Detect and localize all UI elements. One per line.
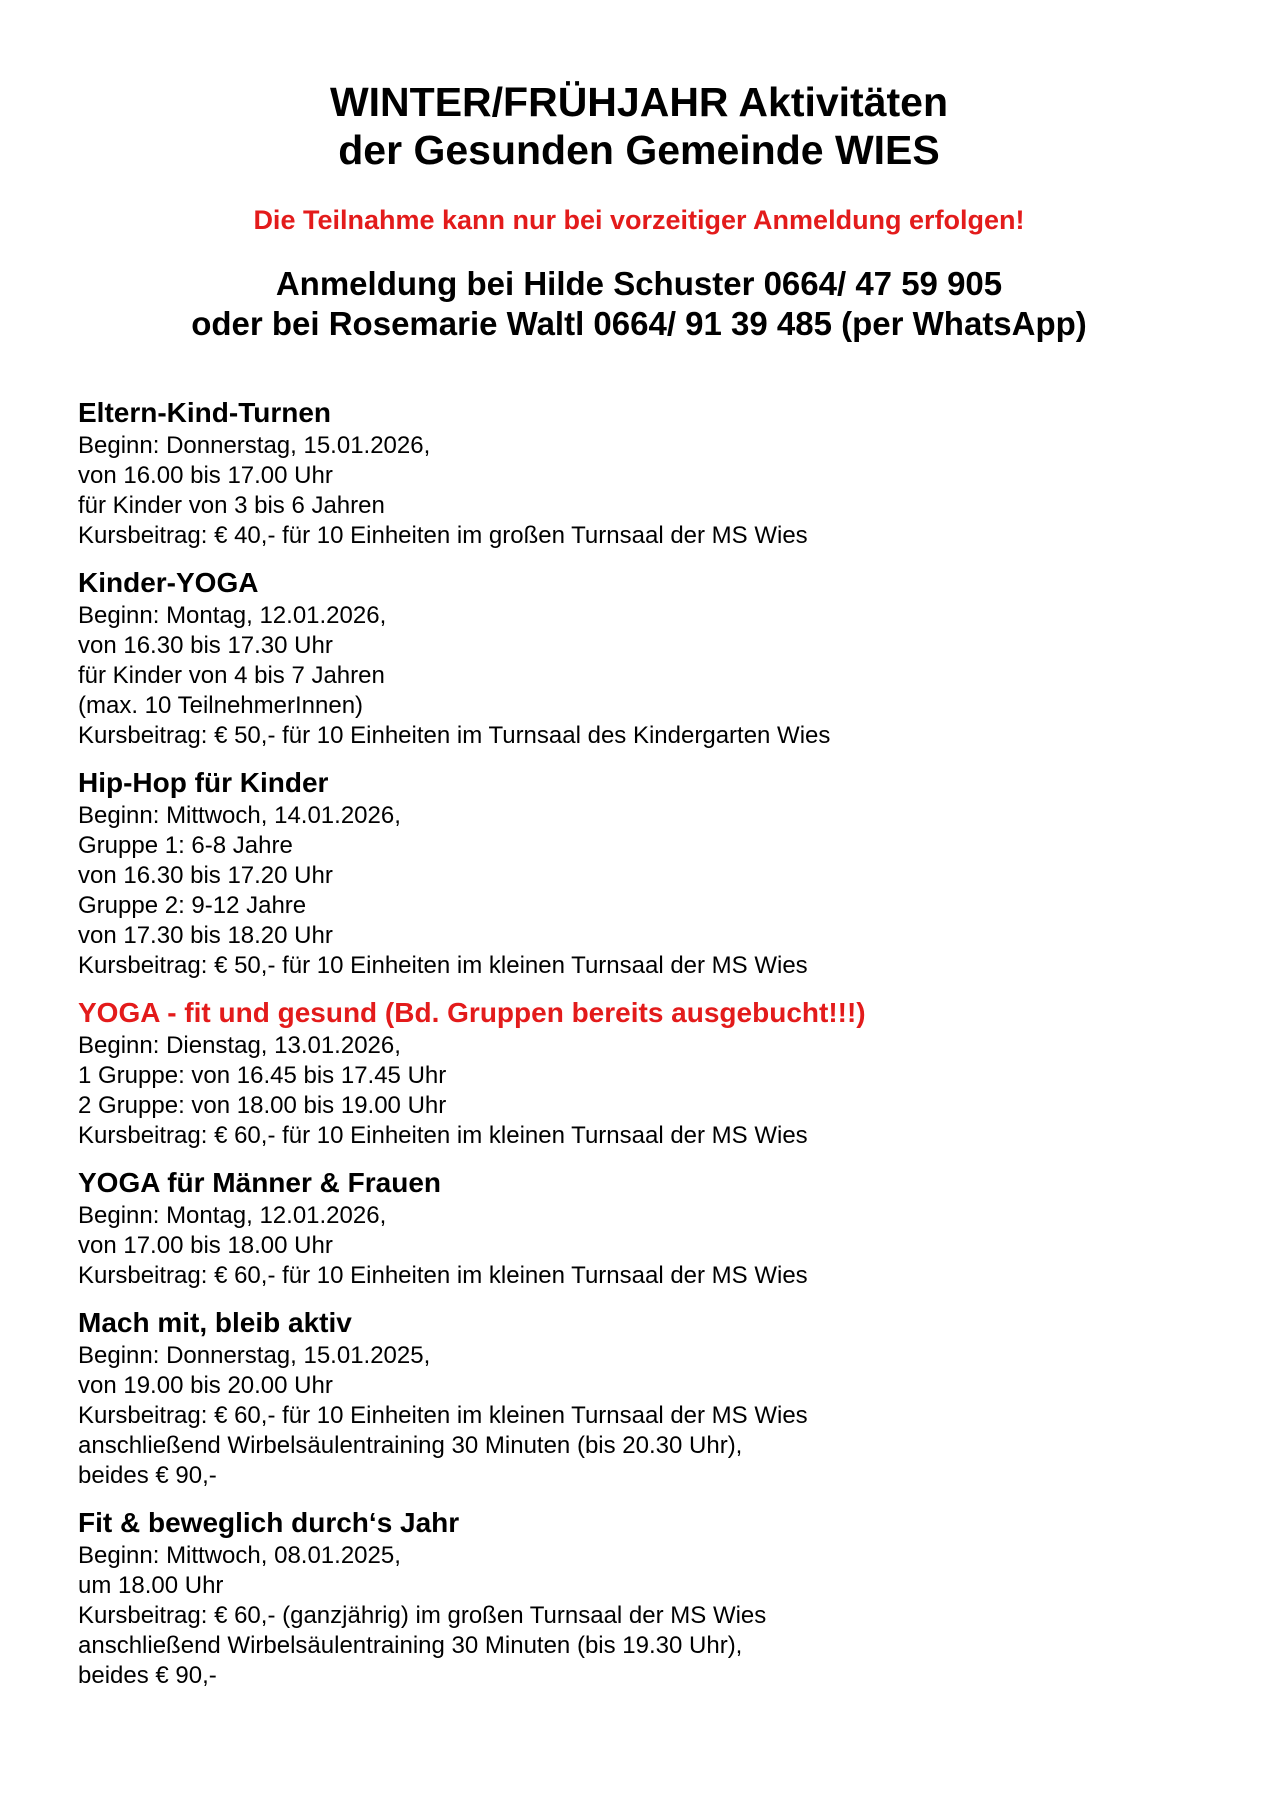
course-detail-line: Beginn: Mittwoch, 08.01.2025, bbox=[78, 1542, 401, 1569]
course-item bbox=[78, 396, 1218, 551]
course-detail-line: Gruppe 1: 6-8 Jahre bbox=[78, 832, 293, 859]
contact-line-2: oder bei Rosemarie Waltl 0664/ 91 39 485 (per WhatsApp) bbox=[191, 305, 1087, 342]
course-detail-line: um 18.00 Uhr bbox=[78, 1572, 224, 1599]
course-detail-line: von 17.00 bis 18.00 Uhr bbox=[78, 1232, 333, 1259]
course-detail-line: von 16.30 bis 17.20 Uhr bbox=[78, 862, 333, 889]
course-title: YOGA für Männer & Frauen bbox=[78, 1167, 442, 1198]
course-detail-line: Gruppe 2: 9-12 Jahre bbox=[78, 892, 307, 919]
course-detail-line: Kursbeitrag: € 40,- für 10 Einheiten im großen Turnsaal der MS Wies bbox=[78, 522, 808, 549]
course-detail-line: Kursbeitrag: € 60,- für 10 Einheiten im kleinen Turnsaal der MS Wies bbox=[78, 1402, 808, 1429]
course-detail-line: von 19.00 bis 20.00 Uhr bbox=[78, 1372, 333, 1399]
course-list bbox=[78, 396, 1218, 1706]
course-title: Mach mit, bleib aktiv bbox=[78, 1307, 352, 1338]
page-title-line-2: der Gesunden Gemeinde WIES bbox=[338, 127, 940, 173]
contact-block bbox=[0, 264, 1278, 344]
course-detail-line: Kursbeitrag: € 60,- für 10 Einheiten im kleinen Turnsaal der MS Wies bbox=[78, 1262, 808, 1289]
course-detail-line: beides € 90,- bbox=[78, 1662, 217, 1689]
course-item bbox=[78, 566, 1218, 751]
course-title: YOGA - fit und gesund (Bd. Gruppen bereits ausgebucht!!!) bbox=[78, 997, 866, 1028]
course-detail-line: Kursbeitrag: € 60,- für 10 Einheiten im kleinen Turnsaal der MS Wies bbox=[78, 1122, 808, 1149]
course-detail-line: Beginn: Mittwoch, 14.01.2026, bbox=[78, 802, 401, 829]
course-detail-line: 2 Gruppe: von 18.00 bis 19.00 Uhr bbox=[78, 1092, 447, 1119]
course-item bbox=[78, 996, 1218, 1151]
course-detail-line: 1 Gruppe: von 16.45 bis 17.45 Uhr bbox=[78, 1062, 447, 1089]
course-detail-line: Beginn: Montag, 12.01.2026, bbox=[78, 602, 387, 629]
course-detail-line: von 16.30 bis 17.30 Uhr bbox=[78, 632, 333, 659]
course-item bbox=[78, 766, 1218, 981]
course-detail-line: für Kinder von 4 bis 7 Jahren bbox=[78, 662, 385, 689]
course-detail-line: Beginn: Dienstag, 13.01.2026, bbox=[78, 1032, 401, 1059]
course-detail-line: Kursbeitrag: € 50,- für 10 Einheiten im Turnsaal des Kindergarten Wies bbox=[78, 722, 831, 749]
course-title: Hip-Hop für Kinder bbox=[78, 767, 329, 798]
course-detail-line: Kursbeitrag: € 50,- für 10 Einheiten im kleinen Turnsaal der MS Wies bbox=[78, 952, 808, 979]
course-title: Eltern-Kind-Turnen bbox=[78, 397, 332, 428]
course-detail-line: Beginn: Donnerstag, 15.01.2025, bbox=[78, 1342, 431, 1369]
course-detail-line: von 17.30 bis 18.20 Uhr bbox=[78, 922, 333, 949]
course-title: Fit & beweglich durch‘s Jahr bbox=[78, 1507, 460, 1538]
course-item bbox=[78, 1506, 1218, 1691]
course-detail-line: von 16.00 bis 17.00 Uhr bbox=[78, 462, 333, 489]
course-detail-line: für Kinder von 3 bis 6 Jahren bbox=[78, 492, 385, 519]
course-detail-line: anschließend Wirbelsäulentraining 30 Minuten (bis 19.30 Uhr), bbox=[78, 1632, 743, 1659]
page-title-line-1: WINTER/FRÜHJAHR Aktivitäten bbox=[329, 79, 949, 125]
registration-notice: Die Teilnahme kann nur bei vorzeitiger Anmeldung erfolgen! bbox=[253, 205, 1025, 235]
course-detail-line: Beginn: Donnerstag, 15.01.2026, bbox=[78, 432, 431, 459]
course-detail-line: Beginn: Montag, 12.01.2026, bbox=[78, 1202, 387, 1229]
course-detail-line: anschließend Wirbelsäulentraining 30 Minuten (bis 20.30 Uhr), bbox=[78, 1432, 743, 1459]
course-title: Kinder-YOGA bbox=[78, 567, 259, 598]
course-item bbox=[78, 1306, 1218, 1491]
course-item bbox=[78, 1166, 1218, 1291]
course-detail-line: beides € 90,- bbox=[78, 1462, 217, 1489]
contact-line-1: Anmeldung bei Hilde Schuster 0664/ 47 59 905 bbox=[275, 265, 1003, 302]
course-detail-line: (max. 10 TeilnehmerInnen) bbox=[78, 692, 364, 719]
document-header bbox=[0, 78, 1278, 344]
course-detail-line: Kursbeitrag: € 60,- (ganzjährig) im großen Turnsaal der MS Wies bbox=[78, 1602, 767, 1629]
